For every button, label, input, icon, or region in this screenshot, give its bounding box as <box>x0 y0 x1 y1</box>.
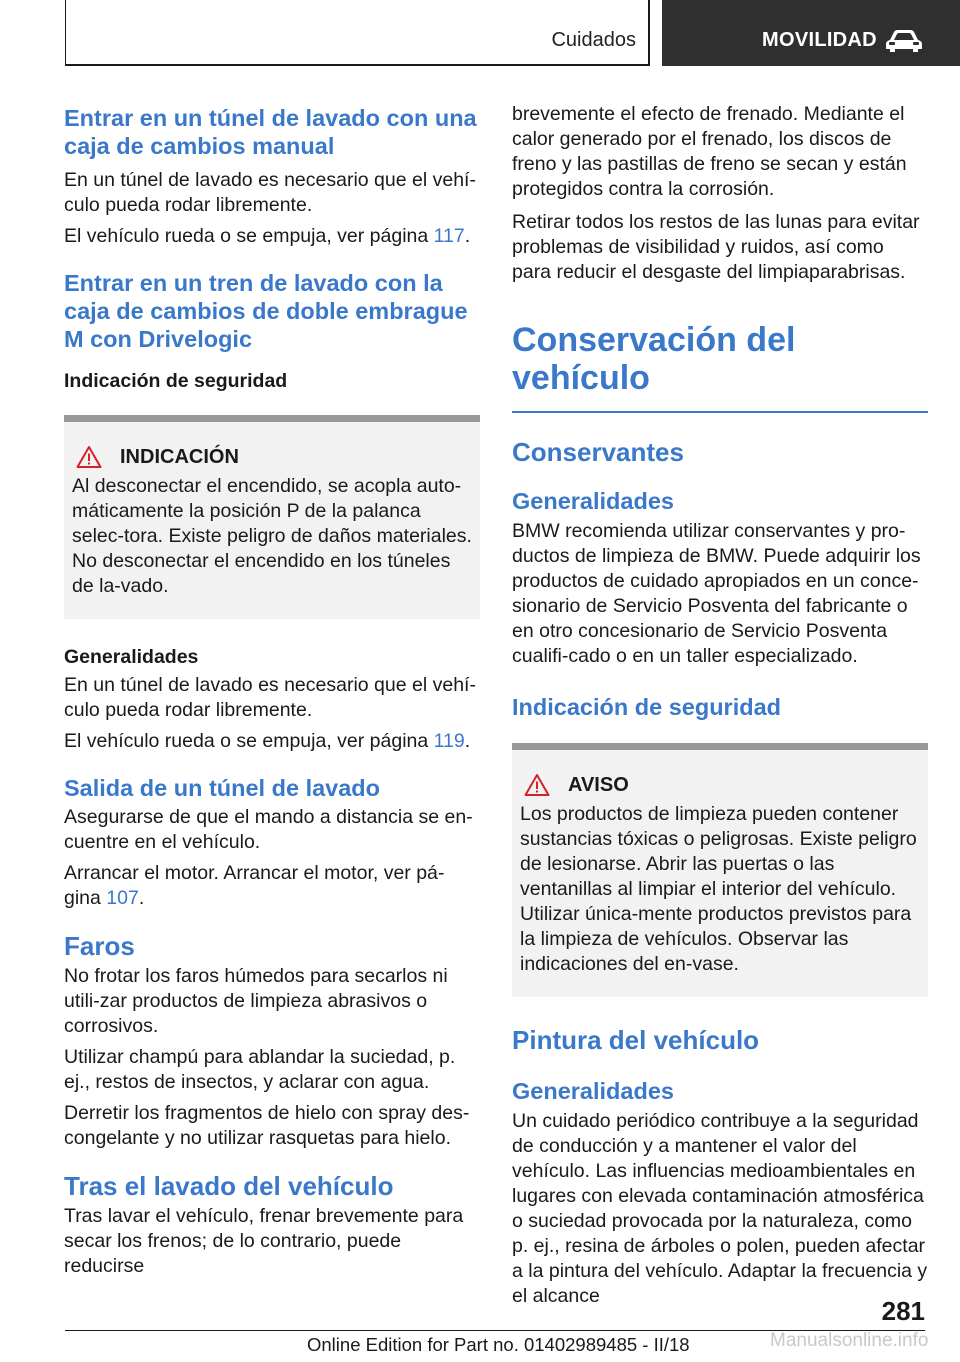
note-title-text: AVISO <box>568 774 629 796</box>
heading-conservacion: Conservación del vehículo <box>512 321 796 397</box>
header-chapter-title: MOVILIDAD <box>762 29 877 51</box>
paragraph-exit-2 <box>64 861 480 911</box>
page-number: 281 <box>881 1296 925 1326</box>
paragraph-faros-2: Utilizar champú para ablandar la suciedad, p. ej., restos de insectos, y aclarar con agua. <box>64 1046 456 1093</box>
footer-edition: Online Edition for Part no. 01402989485 - II/18 <box>307 1334 690 1355</box>
text: . <box>464 225 471 247</box>
paragraph-conservantes: BMW recomienda utilizar conservantes y pro-ductos de limpieza de BMW. Puede adquirir los productos de cuidado apropiados en un conce-sionario de Servicio Posventa del fabricante o en otro concesionario de Servicio Posventa cualifi-cado o en un taller especializado. <box>512 520 921 667</box>
header-rule-left <box>65 0 66 65</box>
heading-train-drivelogic: Entrar en un tren de lavado con la caja de cambios de doble embrague M con Drivelogic <box>64 270 468 352</box>
note-title <box>72 444 472 470</box>
page-link-119[interactable]: 119 <box>433 730 465 752</box>
heading-faros: Faros <box>64 931 135 961</box>
paragraph-pintura: Un cuidado periódico contribuye a la seguridad de conducción y a mantener el valor del vehículo. Las influencias medioambientales en lugares con elevada contaminación atmosférica o suciedad provocada por la naturaleza, como p. ej., resina de árboles o polen, pueden afectar a la pintura del vehículo. Adaptar la frecuencia y el alcance <box>512 1110 928 1307</box>
heading-generalidades-2: Generalidades <box>512 1078 674 1104</box>
note-box-indicacion <box>64 415 480 619</box>
heading-tunnel-manual: Entrar en un túnel de lavado con una caja de cambios manual <box>64 105 477 159</box>
text: El vehículo rueda o se empuja, ver página <box>64 225 434 247</box>
header-rule-bottom <box>65 64 650 66</box>
right-column <box>512 102 928 1309</box>
header-rule-divider <box>648 0 650 66</box>
text: . <box>138 887 145 909</box>
page-link-117[interactable]: 117 <box>433 225 465 247</box>
paragraph-exit-1: Asegurarse de que el mando a distancia se en-cuentre en el vehículo. <box>64 806 473 853</box>
paragraph-general-2 <box>64 729 480 754</box>
paragraph-after-wash: Tras lavar el vehículo, frenar brevemente para secar los frenos; de lo contrario, puede reducirse <box>64 1205 464 1277</box>
warning-triangle-icon <box>524 773 550 797</box>
watermark: Manualsonline.info <box>770 1330 929 1351</box>
paragraph-continued-2: Retirar todos los restos de las lunas para evitar problemas de visibilidad y ruidos, así como para reducir el desgaste del limpiaparabrisas. <box>512 211 920 283</box>
subheading-general: Generalidades <box>64 646 199 668</box>
paragraph-continued-1: brevemente el efecto de frenado. Mediante el calor generado por el frenado, los discos de freno y las pastillas de freno se secan y están protegidos contra la corrosión. <box>512 103 907 200</box>
page-link-107[interactable]: 107 <box>106 887 139 909</box>
text: . <box>464 730 471 752</box>
note-title <box>520 772 920 798</box>
text: El vehículo rueda o se empuja, ver página <box>64 730 434 752</box>
text: Arrancar el motor. Arrancar el motor, ver pá-gina <box>64 862 445 909</box>
paragraph-tunnel-manual-2 <box>64 224 480 249</box>
heading-safety: Indicación de seguridad <box>512 694 781 720</box>
heading-exit: Salida de un túnel de lavado <box>64 775 381 801</box>
header-section-title: Cuidados <box>551 29 636 51</box>
paragraph-faros-3: Derretir los fragmentos de hielo con spray des-congelante y no utilizar rasquetas para hielo. <box>64 1102 470 1149</box>
note-box-aviso <box>512 743 928 997</box>
subheading-safety: Indicación de seguridad <box>64 370 288 392</box>
note-text: Los productos de limpieza pueden contener sustancias tóxicas o peligrosas. Existe peligro de lesionarse. Abrir las puertas o las ventanillas al limpiar el interior del vehículo. Utilizar única-mente productos previstos para la limpieza de vehículos. Observar las indicaciones del en-vase. <box>520 803 917 975</box>
paragraph-faros-1: No frotar los faros húmedos para secarlos ni utili-zar productos de limpieza abrasivos o corrosivos. <box>64 965 448 1037</box>
note-title-text: INDICACIÓN <box>120 446 239 468</box>
paragraph-tunnel-manual-1: En un túnel de lavado es necesario que el vehí-culo pueda rodar libremente. <box>64 169 476 216</box>
heading-pintura: Pintura del vehículo <box>512 1025 760 1055</box>
warning-triangle-icon <box>76 445 102 469</box>
heading-rule <box>512 411 928 413</box>
paragraph-general-1: En un túnel de lavado es necesario que el vehí-culo pueda rodar libremente. <box>64 674 476 721</box>
note-text: Al desconectar el encendido, se acopla auto-máticamente la posición P de la palanca selec-tora. Existe peligro de daños materiales. No desconectar el encendido en los túneles de la-vado. <box>72 475 472 597</box>
heading-conservantes: Conservantes <box>512 437 684 467</box>
heading-generalidades-1: Generalidades <box>512 488 674 514</box>
heading-after-wash: Tras el lavado del vehículo <box>64 1171 394 1201</box>
car-icon <box>884 28 924 54</box>
left-column <box>64 104 480 1279</box>
